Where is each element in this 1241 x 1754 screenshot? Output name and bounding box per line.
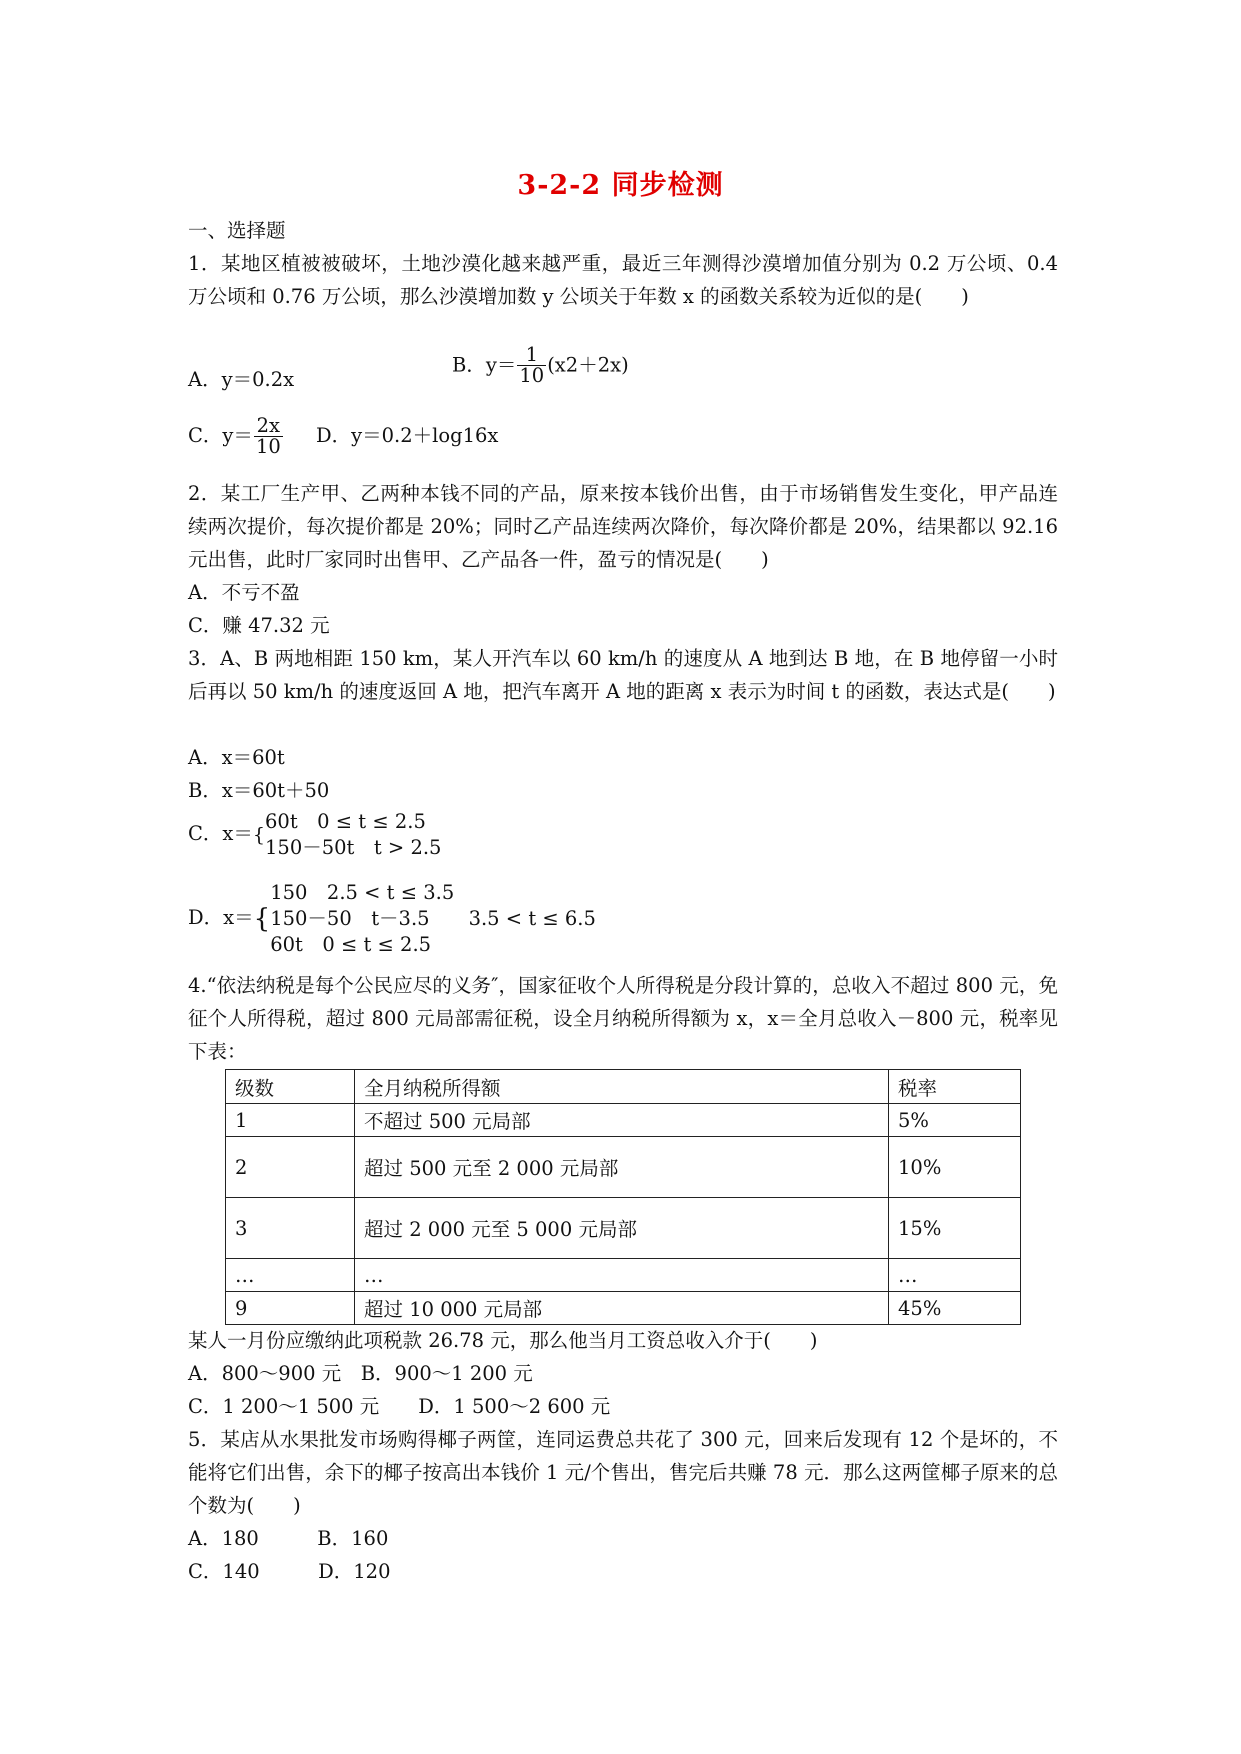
fraction-1c [254, 416, 283, 458]
table-cell: 15% [889, 1198, 1021, 1259]
option-1d: D．y＝0.2＋log16x [315, 424, 499, 448]
case-3d-3: 60t 0 ≤ t ≤ 2.5 [270, 932, 432, 956]
table-cell: 10% [889, 1137, 1021, 1198]
option-1b [452, 345, 629, 387]
fraction-1c-denominator: 10 [255, 435, 281, 459]
case-3c-2: 150－50t t > 2.5 [265, 835, 442, 859]
fraction-1b-numerator: 1 [517, 345, 546, 366]
case-3d-1: 150 2.5 < t ≤ 3.5 [270, 880, 455, 904]
question-2-stem: 2．某工厂生产甲、乙两种本钱不同的产品，原来按本钱价出售，由于市场销售发生变化，甲产品连续两次提价，每次提价都是 20%；同时乙产品连续两次降价，每次降价都是 20%，结果都以 92.16 元出售，此时厂家同时出售甲、乙产品各一件，盈亏的情况是( ) [188, 482, 1058, 571]
question-5-options-ab: A．180 B．160 [188, 1527, 389, 1550]
section-heading: 一、选择题 [188, 219, 286, 242]
question-4-stem: 4.“依法纳税是每个公民应尽的义务″，国家征收个人所得税是分段计算的，总收入不超过 800 元，免征个人所得税，超过 800 元局部需征税，设全月纳税所得额为 x，x＝全月总收入－800 元，税率见下表： [188, 974, 1058, 1063]
option-1b-prefix: B．y＝ [452, 353, 517, 377]
piecewise-3d [270, 880, 596, 958]
question-1-options-ab [188, 343, 1058, 396]
table-row [226, 1104, 1021, 1137]
table-row [226, 1198, 1021, 1259]
table-header-cell: 级数 [226, 1070, 355, 1104]
table-row [226, 1292, 1021, 1325]
document-title: 3-2-2 同步检测 [517, 170, 724, 201]
case-3d-2: 150－50 t－3.5 3.5 < t ≤ 6.5 [270, 906, 596, 930]
table-cell: 3 [226, 1198, 355, 1259]
option-2c: C．赚 47.32 元 [188, 614, 330, 637]
table-cell: 不超过 500 元局部 [355, 1104, 889, 1137]
table-row [226, 1137, 1021, 1198]
table-cell: 超过 10 000 元局部 [355, 1292, 889, 1325]
question-5-stem: 5．某店从水果批发市场购得椰子两筐，连同运费总共花了 300 元，回来后发现有 12 个是坏的，不能将它们出售，余下的椰子按高出本钱价 1 元/个售出，售完后共赚 78 元．那么这两筐椰子原来的总个数为( ) [188, 1428, 1058, 1517]
question-4-options-ab: A．800～900 元 B．900～1 200 元 [188, 1362, 533, 1385]
tax-rate-table [225, 1069, 1021, 1325]
table-cell: 5% [889, 1104, 1021, 1137]
table-cell: 9 [226, 1292, 355, 1325]
option-1c-prefix: C．y＝ [188, 424, 253, 448]
option-3b: B．x＝60t＋50 [188, 779, 330, 802]
piecewise-3c [265, 809, 441, 861]
question-1-options-cd [188, 416, 1058, 458]
option-1c [188, 414, 284, 459]
question-4-after: 某人一月份应缴纳此项税款 26.78 元，那么他当月工资总收入介于( ) [188, 1329, 818, 1352]
case-3c-1: 60t 0 ≤ t ≤ 2.5 [265, 809, 426, 833]
fraction-1b [517, 345, 546, 387]
table-cell: … [889, 1259, 1021, 1292]
option-1b-suffix: (x2＋2x) [547, 353, 629, 377]
brace-icon: { [253, 903, 271, 934]
fraction-1c-numerator: 2x [254, 416, 283, 437]
table-row [226, 1259, 1021, 1292]
table-header-cell: 全月纳税所得额 [355, 1070, 889, 1104]
brace-icon: { [252, 823, 266, 846]
option-3d [188, 878, 1058, 959]
table-cell: 1 [226, 1104, 355, 1137]
option-2a: A．不亏不盈 [188, 581, 300, 604]
table-cell: … [226, 1259, 355, 1292]
fraction-1b-denominator: 10 [519, 364, 545, 388]
option-3c [188, 808, 1058, 861]
question-4-options-cd: C．1 200～1 500 元 D．1 500～2 600 元 [188, 1395, 611, 1418]
question-1-stem: 1．某地区植被被破坏，土地沙漠化越来越严重，最近三年测得沙漠增加值分别为 0.2 万公顷、0.4 万公顷和 0.76 万公顷，那么沙漠增加数 y 公顷关于年数 x 的函数关系较为近似的是( ) [188, 252, 1058, 308]
option-3c-prefix: C．x＝ [188, 822, 253, 845]
question-3-stem: 3．A、B 两地相距 150 km，某人开汽车以 60 km/h 的速度从 A 地到达 B 地，在 B 地停留一小时后再以 50 km/h 的速度返回 A 地，把汽车离开 A 地的距离 x 表示为时间 t 的函数，表达式是( ) [188, 647, 1058, 703]
table-cell: 超过 500 元至 2 000 元局部 [355, 1137, 889, 1198]
option-3d-prefix: D．x＝ [188, 906, 254, 929]
table-cell: 2 [226, 1137, 355, 1198]
table-header-row [226, 1070, 1021, 1104]
table-cell: 45% [889, 1292, 1021, 1325]
option-3a: A．x＝60t [188, 746, 285, 769]
table-header-cell: 税率 [889, 1070, 1021, 1104]
question-5-options-cd: C．140 D．120 [188, 1560, 391, 1583]
table-cell: 超过 2 000 元至 5 000 元局部 [355, 1198, 889, 1259]
option-1a: A．y＝0.2x [188, 368, 295, 391]
table-cell: … [355, 1259, 889, 1292]
